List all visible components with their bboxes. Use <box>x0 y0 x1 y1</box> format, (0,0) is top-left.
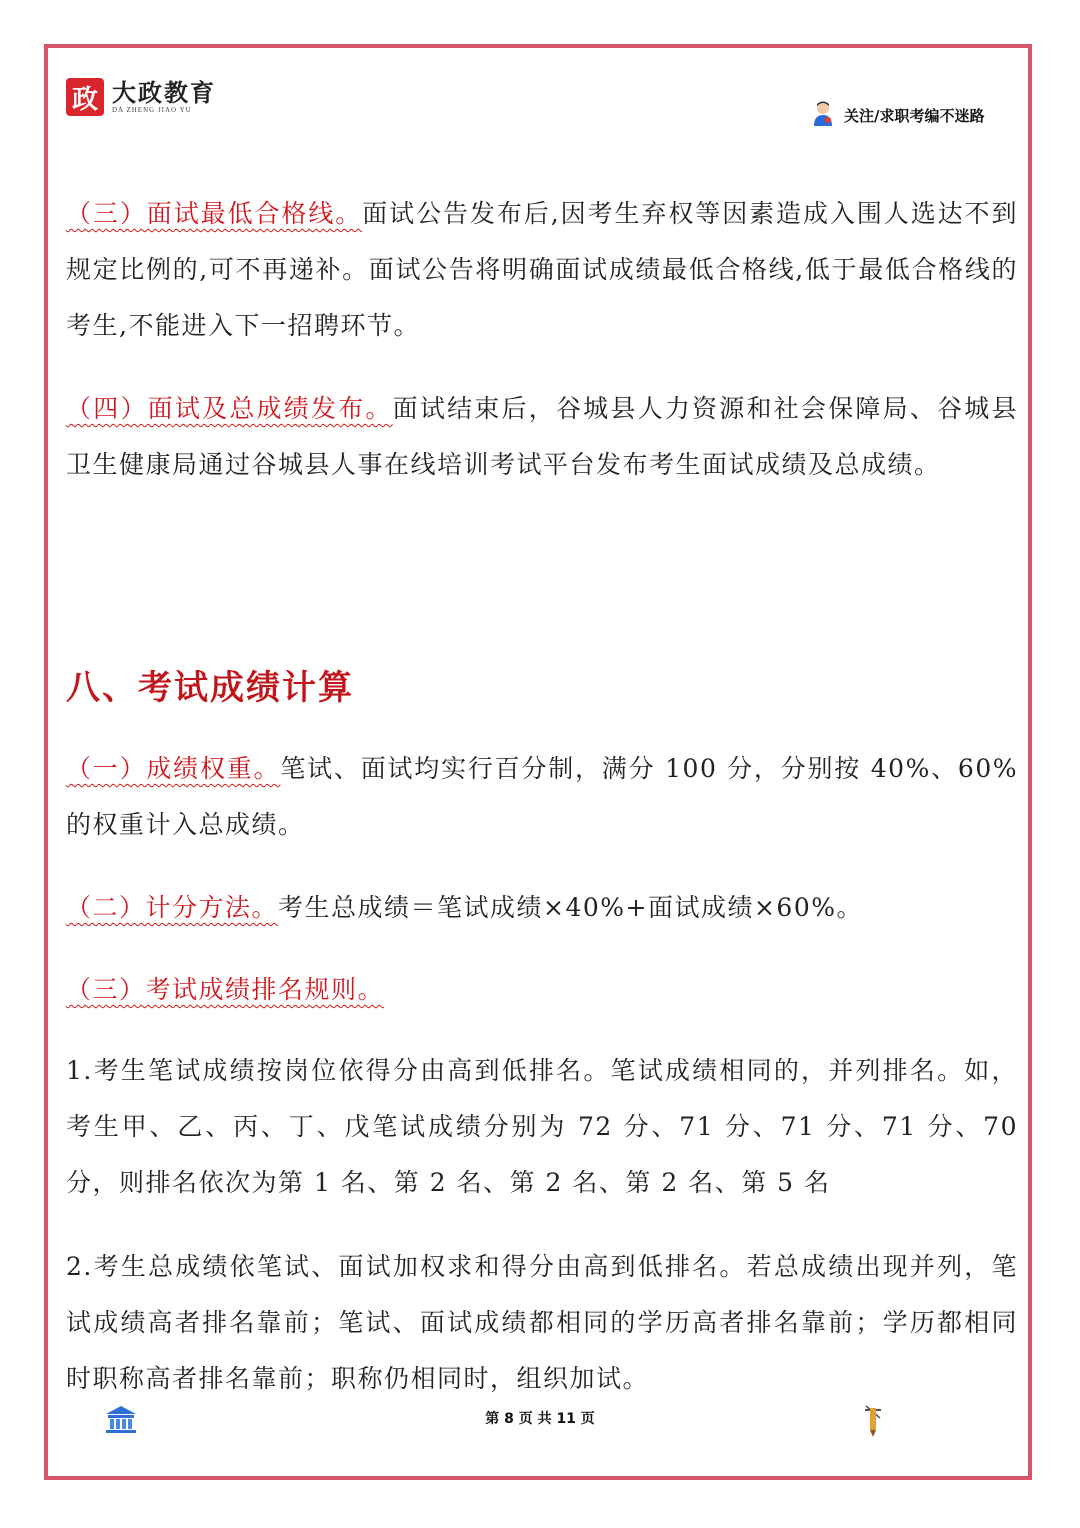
rule-2: 2.考生总成绩依笔试、面试加权求和得分由高到低排名。若总成绩出现并列，笔试成绩高者排名靠前；笔试、面试成绩都相同的学历高者排名靠前；学历都相同时职称高者排名靠前；职称仍相同时，组织加试。 <box>66 1252 1018 1393</box>
user-avatar-icon <box>812 100 834 126</box>
paragraph-scoring-method <box>66 880 1018 936</box>
paragraph-ranking-rules-title <box>66 962 1018 1018</box>
page-number: 第 8 页 共 11 页 <box>485 1411 595 1427</box>
logo-pinyin: DA ZHENG JIAO YU <box>112 106 192 114</box>
pen-icon <box>860 1404 886 1442</box>
item-label: （三）考试成绩排名规则。 <box>66 975 385 1004</box>
item-label: （四）面试及总成绩发布。 <box>66 394 393 423</box>
paragraph-interview-pass-line <box>66 186 1018 354</box>
item-text: 面试公告发布后,因考生弃权等因素造成入围人选达不到规定比例的,可不再递补。面试公告将明确面试成绩最低合格线,低于最低合格线的考生,不能进入下一招聘环节。 <box>66 199 1018 340</box>
item-label: （二）计分方法。 <box>66 893 279 922</box>
item-text: 笔试、面试均实行百分制，满分 100 分，分别按 40%、60%的权重计入总成绩。 <box>66 754 1018 839</box>
section-heading: 八、考试成绩计算 <box>66 668 354 708</box>
item-label: （三）面试最低合格线。 <box>66 199 363 228</box>
header-slogan: 关注/求职考编不迷路 <box>844 107 985 125</box>
brand-logo <box>66 78 216 116</box>
item-text: 面试结束后，谷城县人力资源和社会保障局、谷城县卫生健康局通过谷城县人事在线培训考试平台发布考生面试成绩及总成绩。 <box>66 394 1018 479</box>
item-label: （一）成绩权重。 <box>66 754 281 783</box>
paragraph-score-weight <box>66 741 1018 853</box>
rule-1: 1.考生笔试成绩按岗位依得分由高到低排名。笔试成绩相同的，并列排名。如，考生甲、乙、丙、丁、戊笔试成绩分别为 72 分、71 分、71 分、71 分、70 分，则排名依次为第 1 名、第 2 名、第 2 名、第 2 名、第 5 名 <box>66 1056 1018 1197</box>
item-text: 考生总成绩＝笔试成绩×40%+面试成绩×60%。 <box>278 893 863 922</box>
logo-icon: 政 <box>66 78 104 116</box>
header-slogan-group <box>812 93 984 126</box>
paragraph-score-release <box>66 381 1018 493</box>
logo-name: 大政教育 <box>112 78 216 107</box>
